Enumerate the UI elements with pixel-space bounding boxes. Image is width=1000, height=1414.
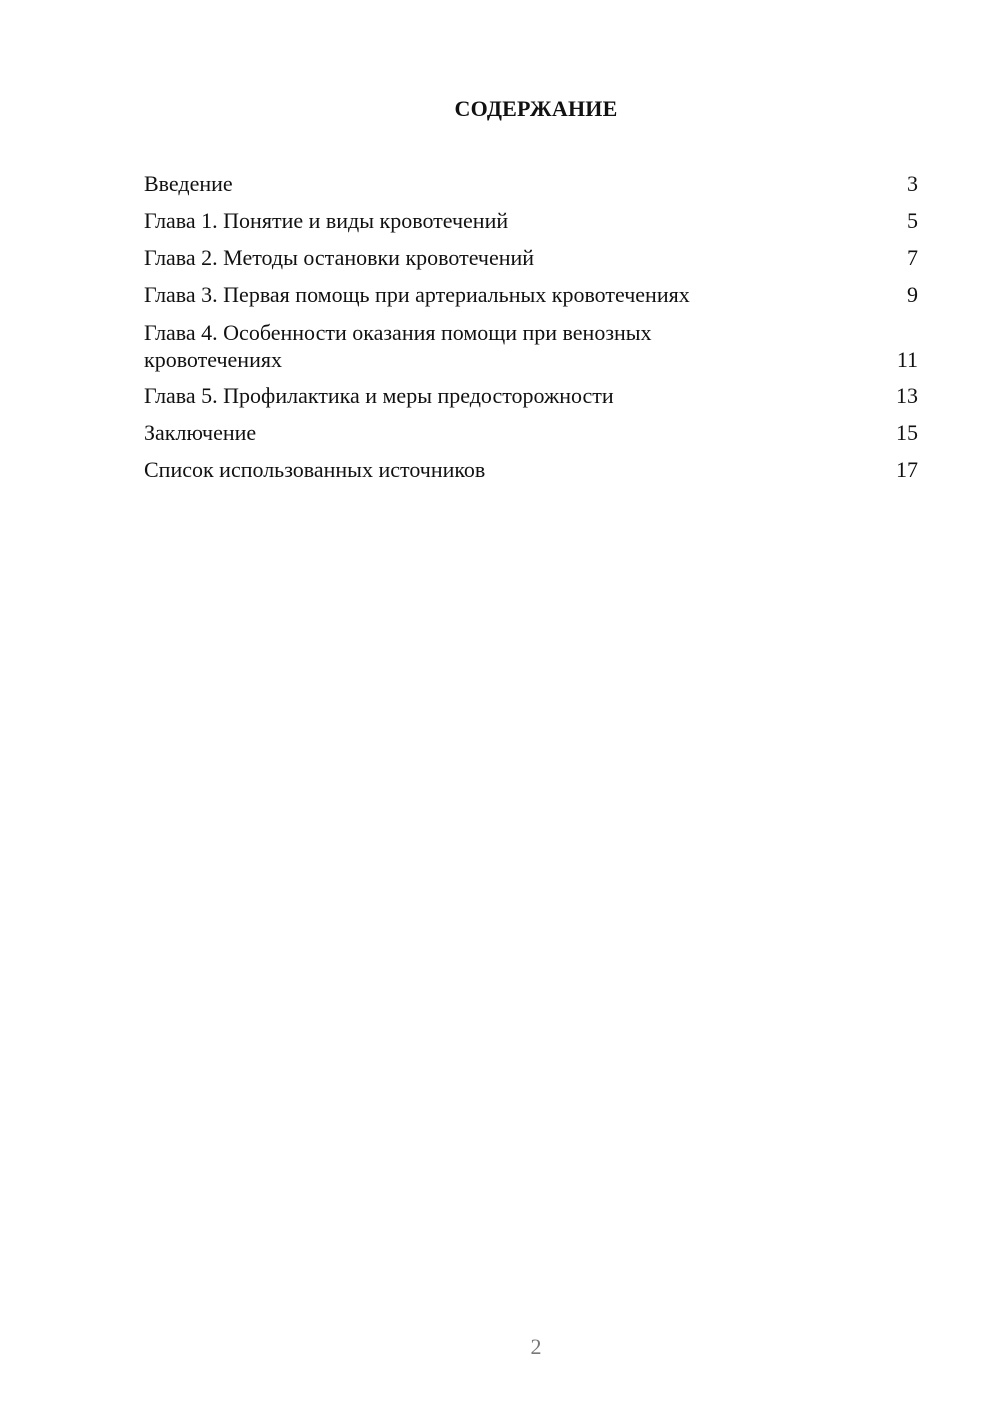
toc-entry-page: 3 <box>907 171 918 196</box>
toc-entry-page: 17 <box>896 457 918 482</box>
toc-entry-label: Глава 1. Понятие и виды кровотечений <box>144 208 509 233</box>
toc-entry-chapter-4 <box>144 319 918 373</box>
toc-entry-chapter-1 <box>144 207 918 235</box>
toc-entry-label: Введение <box>144 171 233 196</box>
toc-entry-introduction <box>144 170 918 198</box>
toc-entry-conclusion <box>144 419 918 447</box>
toc-entry-label: Заключение <box>144 420 257 445</box>
toc-entry-page: 11 <box>896 347 918 372</box>
toc-entry-page: 5 <box>907 208 918 233</box>
toc-entry-chapter-3 <box>144 281 918 309</box>
toc-entry-chapter-2 <box>144 244 918 272</box>
toc-entry-label: Глава 3. Первая помощь при артериальных кровотечениях <box>144 282 690 307</box>
toc-entry-label: Глава 4. Особенности оказания помощи при венозных кровотечениях <box>144 320 652 372</box>
toc-entry-page: 7 <box>907 245 918 270</box>
table-of-contents <box>144 170 918 484</box>
toc-entry-page: 13 <box>896 383 918 408</box>
toc-entry-label: Глава 5. Профилактика и меры предосторожности <box>144 383 614 408</box>
toc-entry-label: Глава 2. Методы остановки кровотечений <box>144 245 535 270</box>
toc-entry-chapter-5 <box>144 382 918 410</box>
page-number: 2 <box>530 1334 542 1359</box>
page-title: СОДЕРЖАНИЕ <box>454 96 618 121</box>
toc-entry-page: 9 <box>907 282 918 307</box>
toc-entry-label: Список использованных источников <box>144 457 486 482</box>
toc-entry-page: 15 <box>896 420 918 445</box>
toc-entry-references <box>144 456 918 484</box>
